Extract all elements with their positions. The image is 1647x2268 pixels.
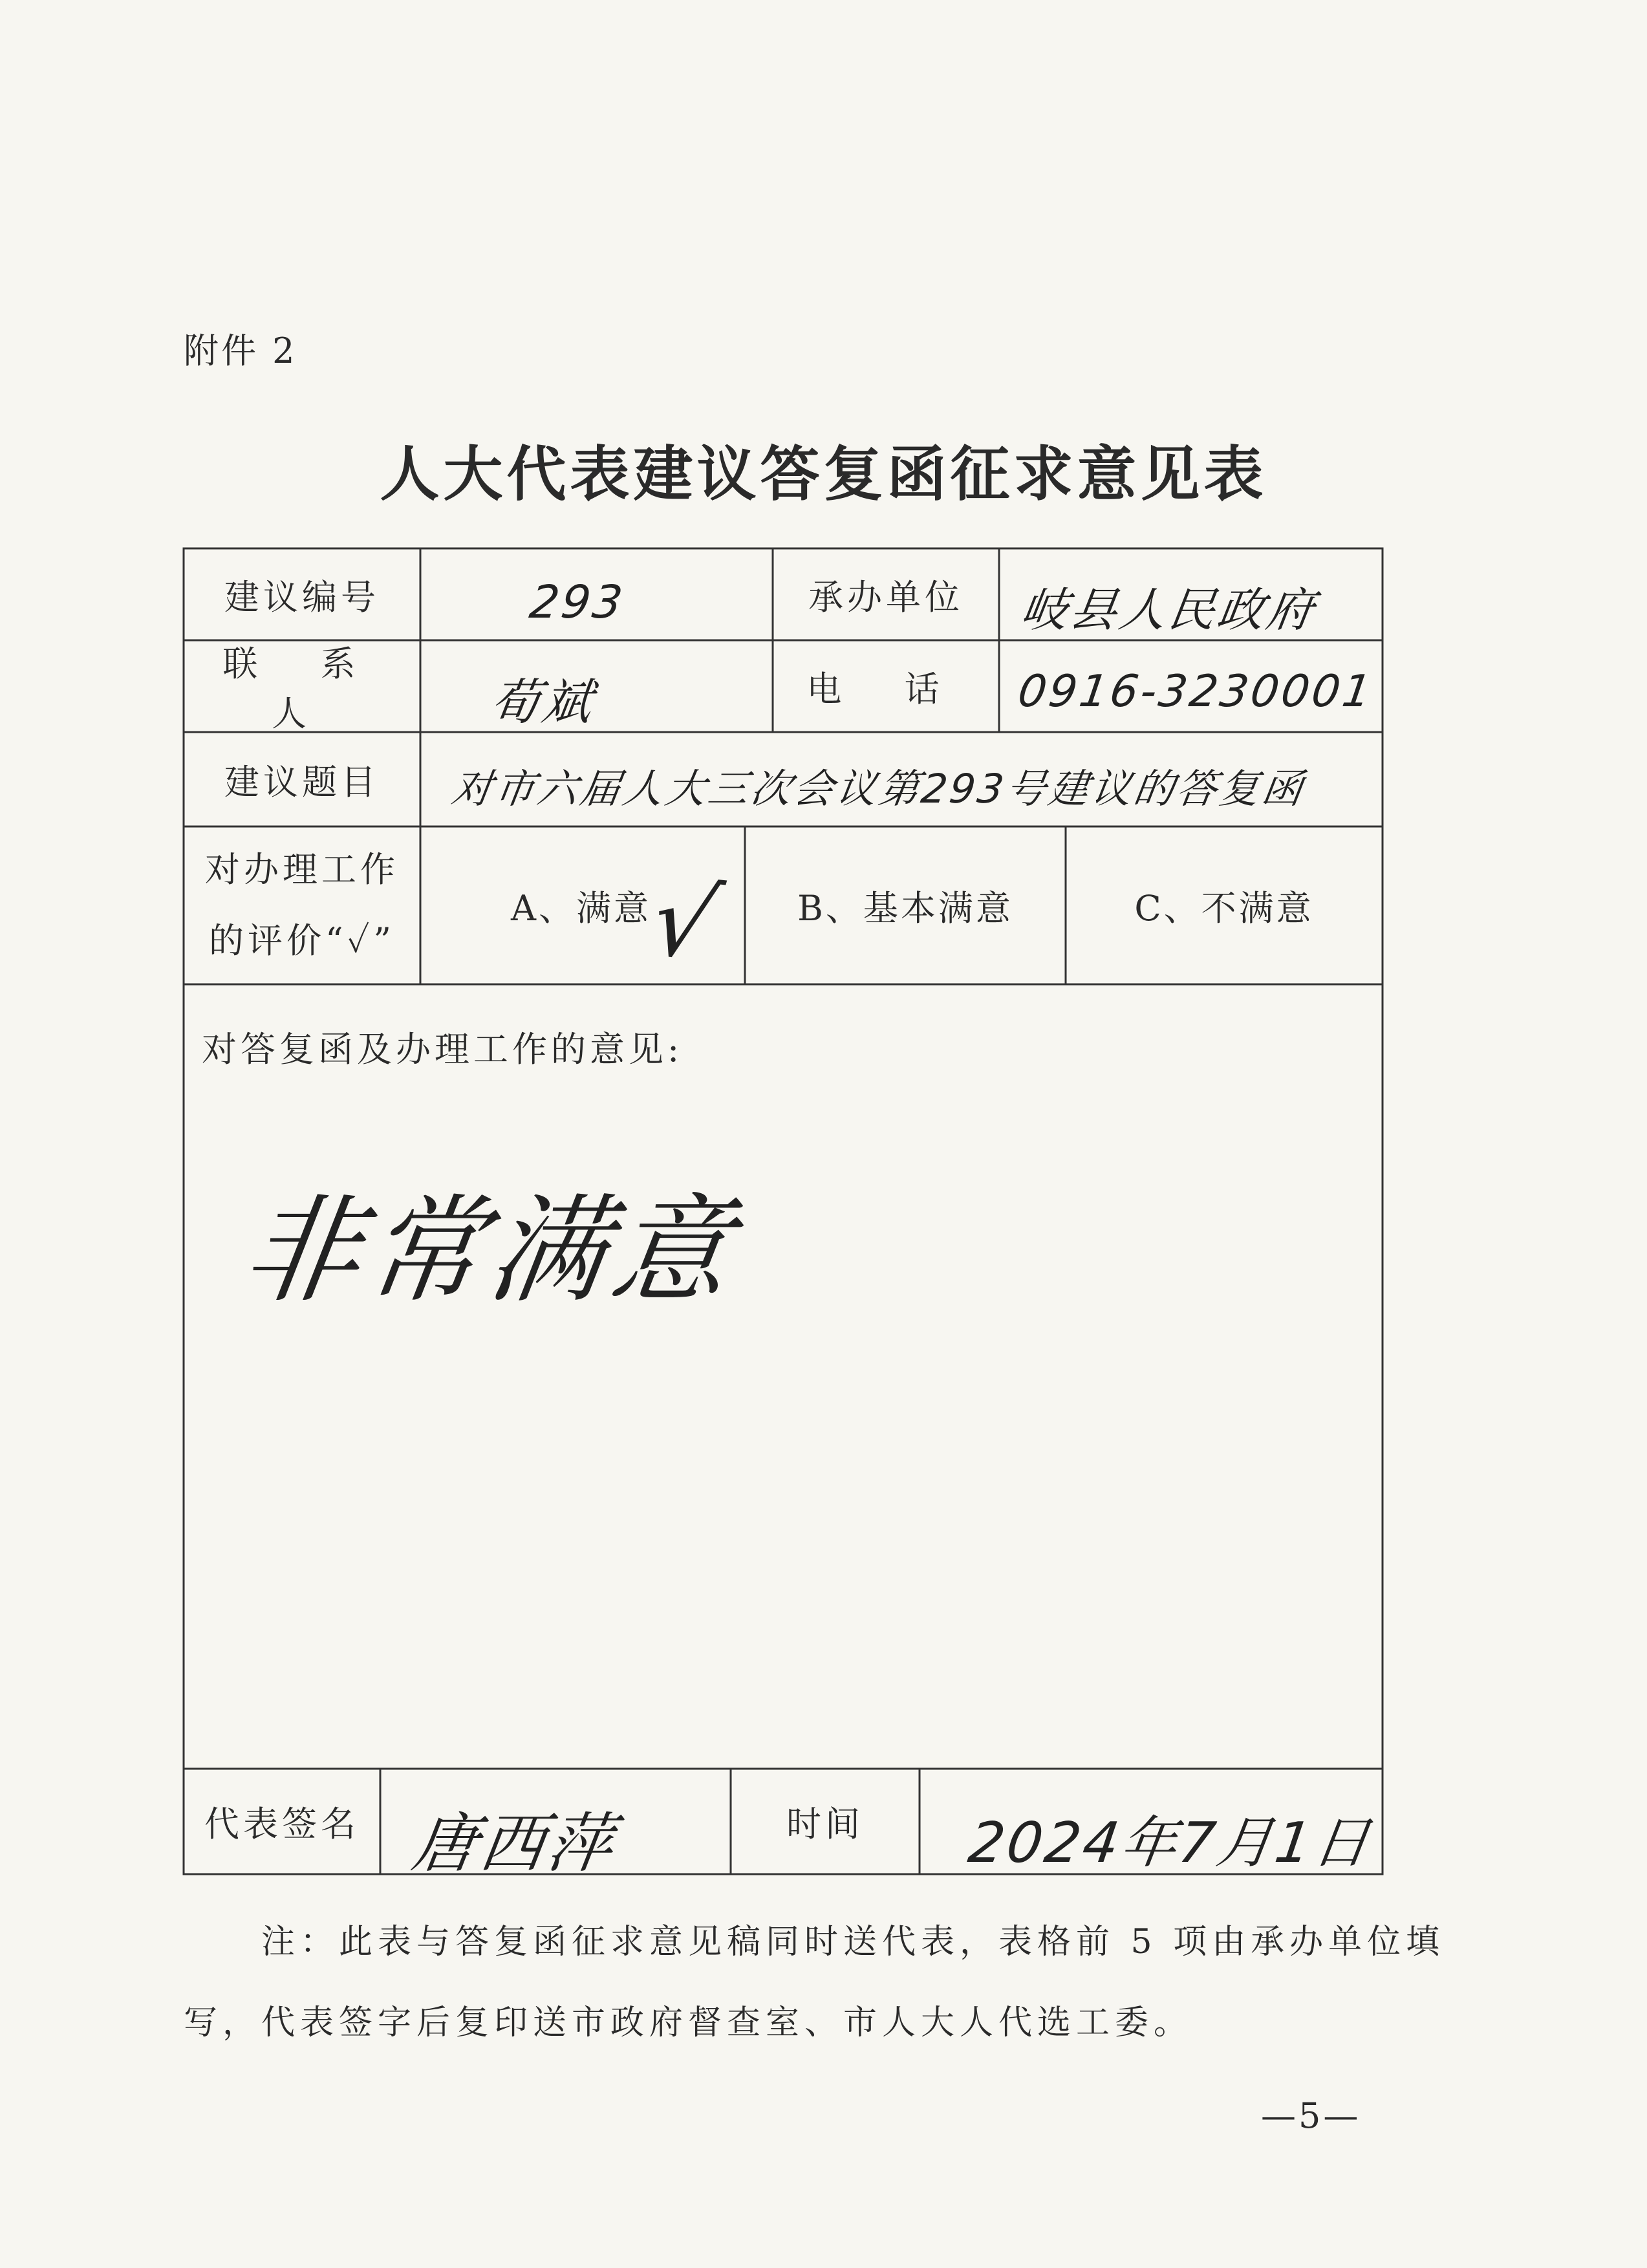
phone-value: 0916-3230001: [1015, 666, 1377, 717]
proposal-number-label: 建议编号: [224, 576, 380, 618]
checkmark-icon: √: [638, 863, 733, 982]
phone-label: 电 话: [806, 668, 965, 709]
opinion-value: 非常满意: [235, 1183, 746, 1319]
evaluation-label: [184, 834, 420, 977]
signature-label: 代表签名: [204, 1804, 360, 1844]
option-unsatisfied[interactable]: C、不满意: [1134, 887, 1314, 929]
page-title: 人大代表建议答复函征求意见表: [380, 439, 1267, 509]
contact-value: 荀斌: [486, 673, 599, 731]
time-label: 时间: [786, 1804, 864, 1844]
option-basically-satisfied[interactable]: B、基本满意: [797, 887, 1013, 929]
handling-unit-label: 承办单位: [808, 576, 963, 618]
representative-signature: 唐西萍: [407, 1806, 621, 1881]
topic-label: 建议题目: [224, 761, 380, 803]
evaluation-label-line2: 的评价“✓”: [208, 920, 396, 961]
note-line-1: 注：此表与答复函征求意见稿同时送代表，表格前 5 项由承办单位填: [261, 1923, 1445, 1961]
time-value: 2024年7月1日: [964, 1811, 1377, 1875]
page-number: —5—: [1261, 2095, 1361, 2136]
opinion-label: 对答复函及办理工作的意见:: [202, 1029, 684, 1070]
option-satisfied[interactable]: A、满意: [511, 887, 651, 929]
evaluation-label-line1: 对办理工作: [205, 849, 399, 890]
topic-value: 对市六届人大三次会议第293号建议的答复函: [449, 765, 1308, 812]
attachment-label: 附件 2: [184, 330, 297, 371]
proposal-number-value: 293: [526, 576, 629, 629]
contact-label: 联 系 人: [222, 643, 382, 734]
note-line-2: 写，代表签字后复印送市政府督查室、市人大人代选工委。: [184, 2003, 1193, 2042]
handling-unit-value: 岐县人民政府: [1017, 583, 1320, 637]
